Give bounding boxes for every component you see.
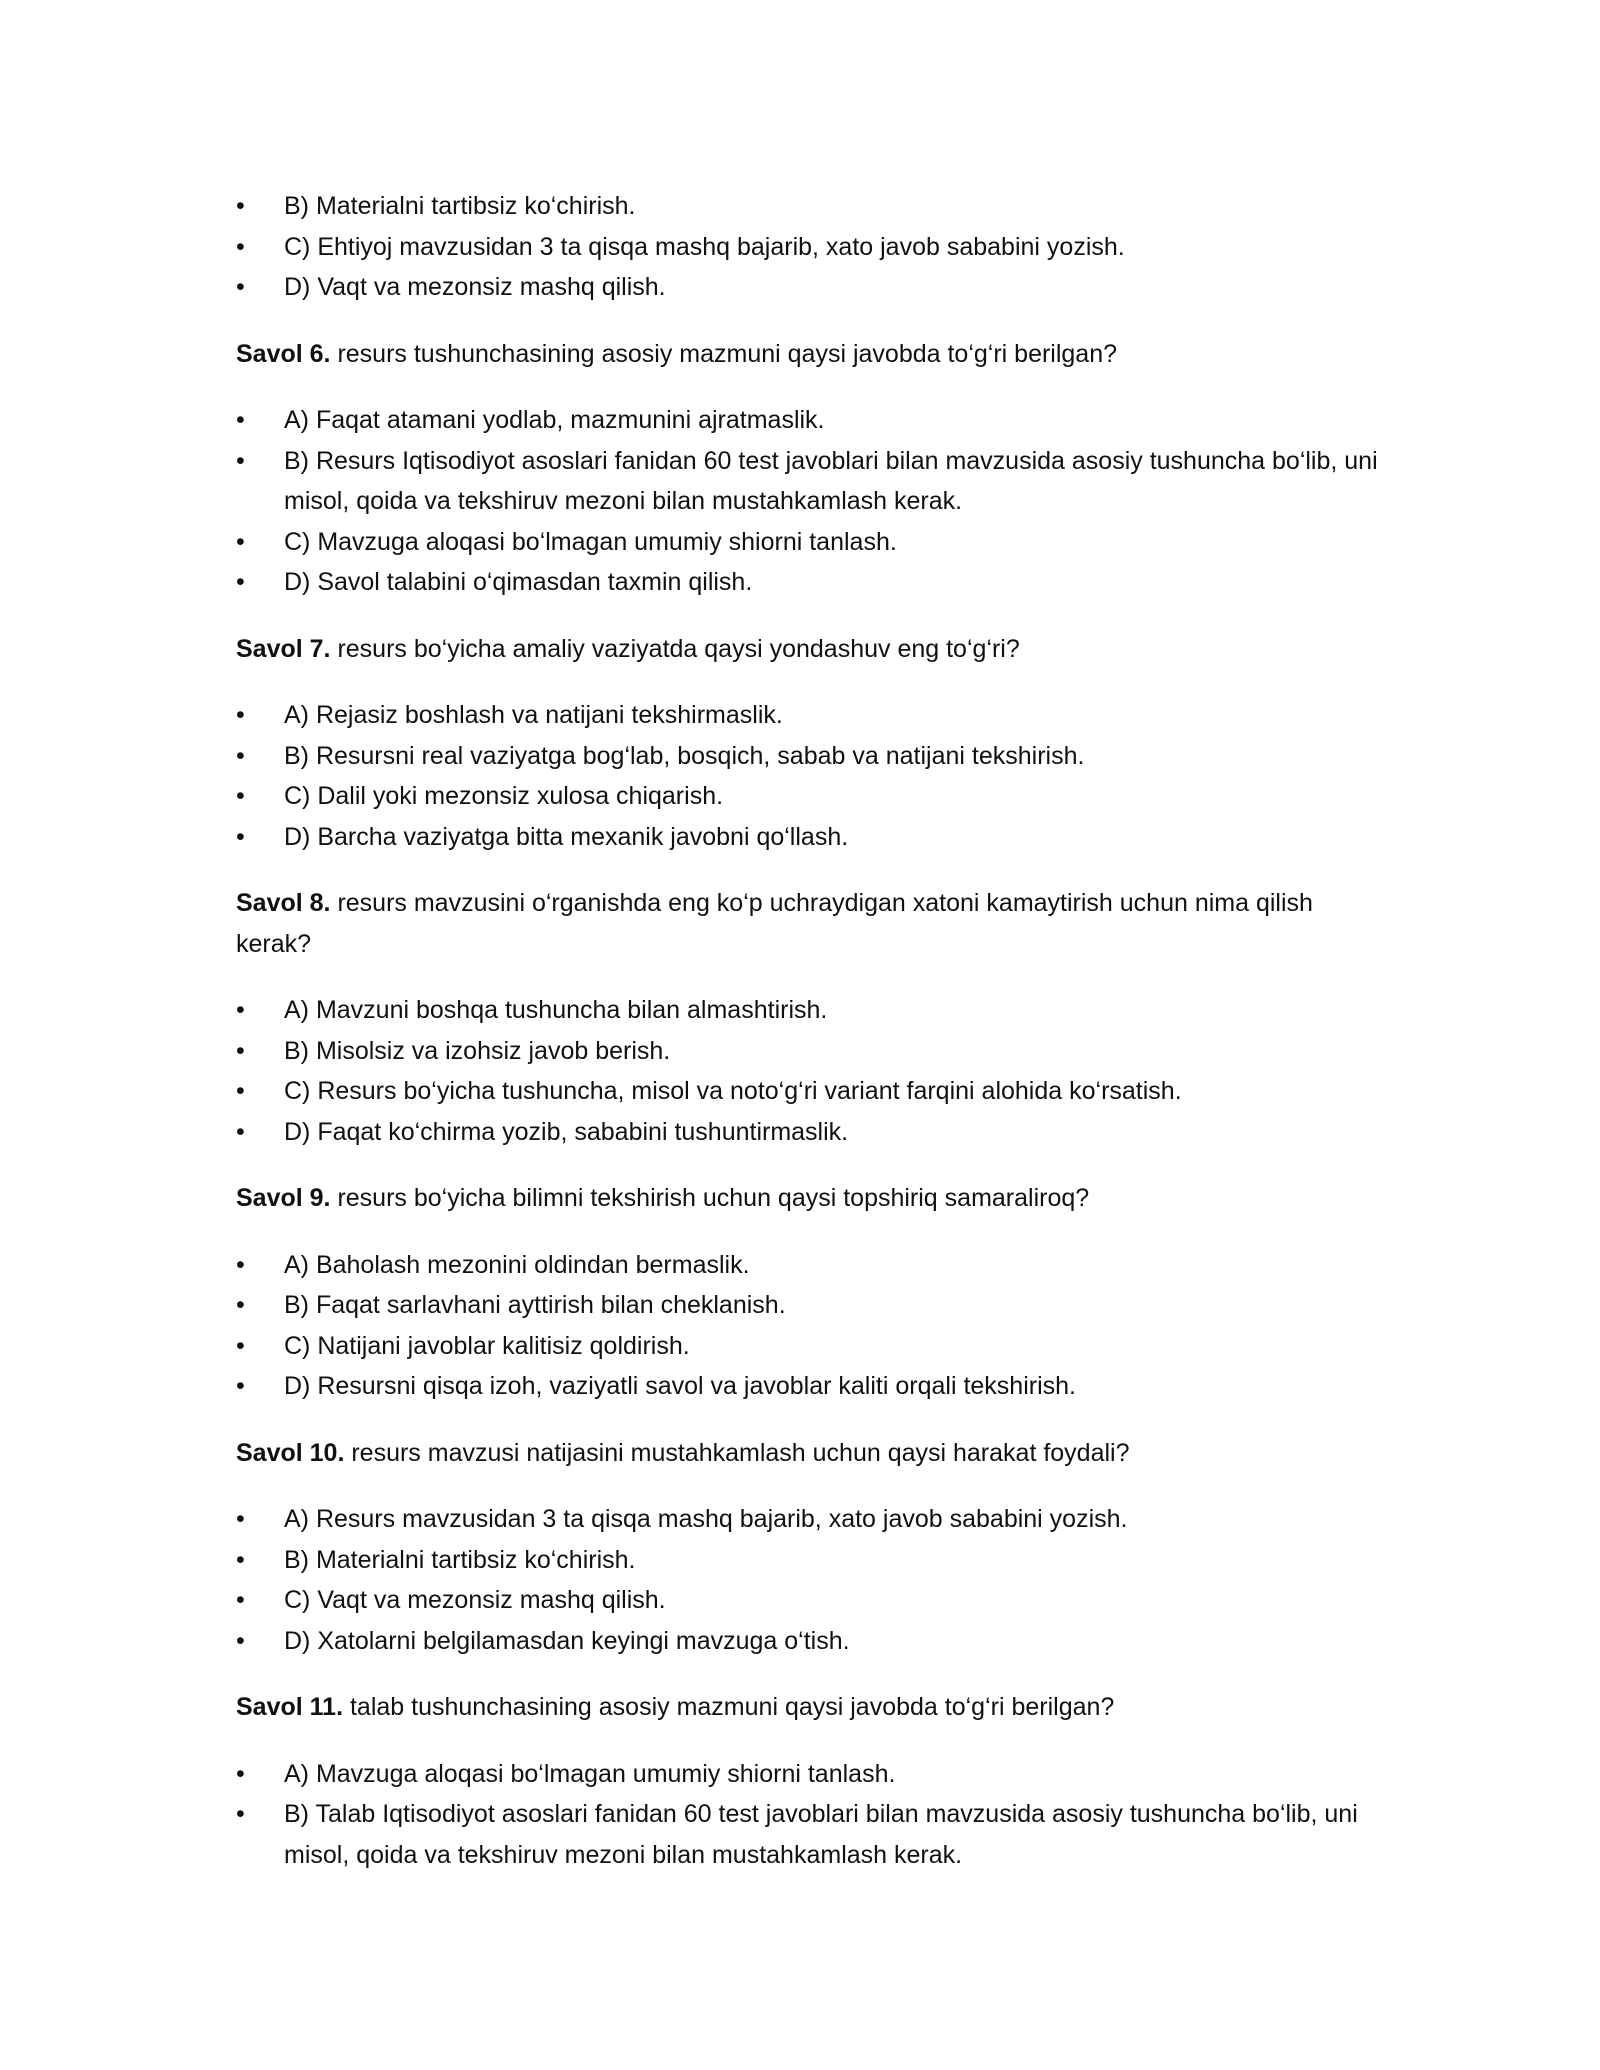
- answer-option: [236, 400, 1386, 441]
- answer-option-text: B) Misolsiz va izohsiz javob berish.: [284, 1036, 671, 1065]
- question-number: Savol 6.: [236, 339, 331, 368]
- answer-option-text: A) Resurs mavzusidan 3 ta qisqa mashq bajarib, xato javob sababini yozish.: [284, 1505, 1128, 1533]
- bullet-icon: •: [236, 273, 245, 301]
- answer-option: [236, 817, 1386, 858]
- answer-option-text: D) Resursni qisqa izoh, vaziyatli savol va javoblar kaliti orqali tekshirish.: [284, 1372, 1076, 1400]
- answer-option: [236, 1540, 1386, 1581]
- question-text: resurs bo‘yicha amaliy vaziyatda qaysi yondashuv eng to‘g‘ri?: [330, 634, 1020, 663]
- bullet-icon: •: [236, 1117, 245, 1146]
- question-heading: [236, 1433, 1386, 1474]
- question-text: resurs mavzusi natijasini mustahkamlash uchun qaysi harakat foydali?: [344, 1438, 1130, 1467]
- bullet-icon: •: [236, 1291, 245, 1319]
- answer-option: [236, 186, 1386, 227]
- answer-option-text: D) Xatolarni belgilamasdan keyingi mavzuga o‘tish.: [284, 1626, 850, 1655]
- bullet-icon: •: [236, 1331, 245, 1360]
- answer-options-list: [236, 186, 1386, 308]
- bullet-icon: •: [236, 822, 245, 851]
- answer-option-text: D) Vaqt va mezonsiz mashq qilish.: [284, 273, 666, 301]
- answer-option-text: B) Materialni tartibsiz ko‘chirish.: [284, 1545, 636, 1574]
- answer-option: [236, 695, 1386, 736]
- answer-option: [236, 990, 1386, 1031]
- answer-option: [236, 441, 1386, 522]
- bullet-icon: •: [236, 232, 245, 261]
- answer-option-text: A) Mavzuni boshqa tushuncha bilan almashtirish.: [284, 996, 828, 1024]
- question-text: talab tushunchasining asosiy mazmuni qaysi javobda to‘g‘ri berilgan?: [343, 1693, 1115, 1721]
- answer-option-text: B) Resursni real vaziyatga bog‘lab, bosqich, sabab va natijani tekshirish.: [284, 741, 1085, 770]
- document-page: [236, 186, 1386, 1875]
- bullet-icon: •: [236, 446, 245, 475]
- bullet-icon: •: [236, 1759, 245, 1788]
- question-number: Savol 11.: [236, 1693, 344, 1721]
- answer-options-list: [236, 1754, 1386, 1876]
- question-heading: [236, 1687, 1386, 1728]
- answer-option-text: C) Vaqt va mezonsiz mashq qilish.: [284, 1586, 666, 1614]
- answer-option: [236, 1794, 1386, 1875]
- answer-option: [236, 1071, 1386, 1112]
- bullet-icon: •: [236, 1505, 245, 1533]
- answer-option-text: A) Mavzuga aloqasi bo‘lmagan umumiy shiorni tanlash.: [284, 1759, 896, 1788]
- bullet-icon: •: [236, 741, 245, 770]
- question-text: resurs bo‘yicha bilimni tekshirish uchun qaysi topshiriq samaraliroq?: [330, 1184, 1090, 1212]
- question-number: Savol 7.: [236, 634, 331, 663]
- bullet-icon: •: [236, 192, 245, 220]
- question-heading: [236, 883, 1386, 964]
- answer-option-text: D) Savol talabini o‘qimasdan taxmin qilish.: [284, 568, 753, 596]
- answer-options-list: [236, 1245, 1386, 1407]
- bullet-icon: •: [236, 782, 245, 810]
- answer-option-text: C) Natijani javoblar kalitisiz qoldirish.: [284, 1331, 690, 1360]
- question-number: Savol 9.: [236, 1184, 331, 1212]
- bullet-icon: •: [236, 406, 245, 434]
- answer-option: [236, 1366, 1386, 1407]
- bullet-icon: •: [236, 1077, 245, 1105]
- answer-options-list: [236, 990, 1386, 1152]
- answer-option-text: A) Rejasiz boshlash va natijani tekshirmaslik.: [284, 701, 783, 729]
- answer-option-text: B) Materialni tartibsiz ko‘chirish.: [284, 192, 636, 220]
- answer-option-text: A) Faqat atamani yodlab, mazmunini ajratmaslik.: [284, 406, 825, 434]
- answer-options-list: [236, 400, 1386, 603]
- bullet-icon: •: [236, 1626, 245, 1655]
- answer-option: [236, 1245, 1386, 1286]
- answer-option: [236, 562, 1386, 603]
- answer-option: [236, 736, 1386, 777]
- question-text: resurs tushunchasining asosiy mazmuni qaysi javobda to‘g‘ri berilgan?: [330, 339, 1118, 368]
- answer-option-text: C) Mavzuga aloqasi bo‘lmagan umumiy shiorni tanlash.: [284, 527, 897, 556]
- bullet-icon: •: [236, 527, 245, 556]
- answer-option-text: A) Baholash mezonini oldindan bermaslik.: [284, 1250, 750, 1279]
- answer-option: [236, 267, 1386, 308]
- answer-option: [236, 1326, 1386, 1367]
- answer-option: [236, 1754, 1386, 1795]
- bullet-icon: •: [236, 1586, 245, 1614]
- bullet-icon: •: [236, 1372, 245, 1400]
- bullet-icon: •: [236, 996, 245, 1024]
- bullet-icon: •: [236, 1036, 245, 1065]
- answer-option-text: D) Barcha vaziyatga bitta mexanik javobni qo‘llash.: [284, 822, 849, 851]
- answer-option: [236, 522, 1386, 563]
- answer-option: [236, 1031, 1386, 1072]
- question-heading: [236, 629, 1386, 670]
- answer-option-text: B) Resurs Iqtisodiyot asoslari fanidan 60 test javoblari bilan mavzusida asosiy tushuncha bo‘lib, uni misol, qoida va tekshiruv mezoni bilan mustahkamlash kerak.: [284, 446, 1378, 515]
- answer-option-text: C) Dalil yoki mezonsiz xulosa chiqarish.: [284, 782, 724, 810]
- question-number: Savol 10.: [236, 1438, 345, 1467]
- answer-option-text: C) Ehtiyoj mavzusidan 3 ta qisqa mashq bajarib, xato javob sababini yozish.: [284, 232, 1125, 261]
- bullet-icon: •: [236, 1250, 245, 1279]
- bullet-icon: •: [236, 701, 245, 729]
- answer-option: [236, 1285, 1386, 1326]
- bullet-icon: •: [236, 1545, 245, 1574]
- question-text: resurs mavzusini o‘rganishda eng ko‘p uchraydigan xatoni kamaytirish uchun nima qilish kerak?: [236, 889, 1313, 958]
- answer-option-text: C) Resurs bo‘yicha tushuncha, misol va noto‘g‘ri variant farqini alohida ko‘rsatish.: [284, 1077, 1182, 1105]
- answer-options-list: [236, 695, 1386, 857]
- answer-option: [236, 776, 1386, 817]
- answer-option-text: B) Faqat sarlavhani ayttirish bilan cheklanish.: [284, 1291, 786, 1319]
- answer-option-text: D) Faqat ko‘chirma yozib, sababini tushuntirmaslik.: [284, 1117, 849, 1146]
- answer-option: [236, 1499, 1386, 1540]
- question-heading: [236, 334, 1386, 375]
- answer-options-list: [236, 1499, 1386, 1661]
- bullet-icon: •: [236, 568, 245, 596]
- answer-option: [236, 227, 1386, 268]
- question-heading: [236, 1178, 1386, 1219]
- answer-option: [236, 1580, 1386, 1621]
- answer-option: [236, 1621, 1386, 1662]
- answer-option-text: B) Talab Iqtisodiyot asoslari fanidan 60 test javoblari bilan mavzusida asosiy tushuncha bo‘lib, uni misol, qoida va tekshiruv mezoni bilan mustahkamlash kerak.: [284, 1800, 1358, 1869]
- answer-option: [236, 1112, 1386, 1153]
- bullet-icon: •: [236, 1800, 245, 1828]
- question-number: Savol 8.: [236, 889, 331, 917]
